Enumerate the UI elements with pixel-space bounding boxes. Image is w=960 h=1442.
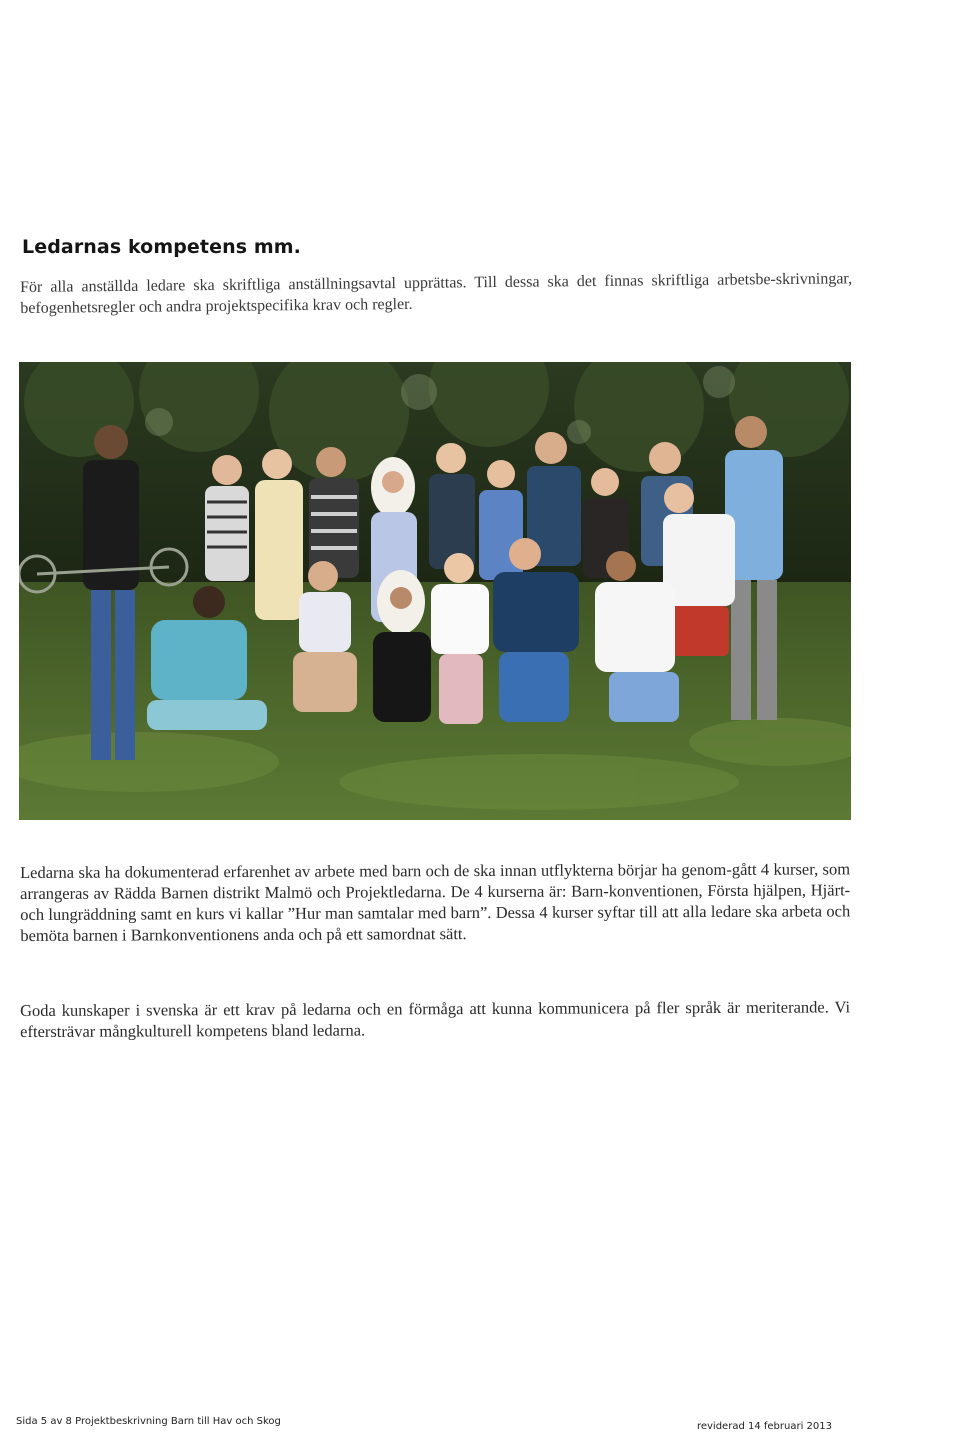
- group-photo: [19, 362, 851, 820]
- language-paragraph: Goda kunskaper i svenska är ett krav på ledarna och en förmåga att kunna kommunicera på fler språk är meriterande. Vi eftersträvar mångkulturell kompetens bland ledarna.: [20, 997, 851, 1041]
- person-figure: [373, 570, 431, 722]
- section-heading: Ledarnas kompetens mm.: [22, 236, 301, 258]
- footer-page-info: Sida 5 av 8 Projektbeskrivning Barn till Hav och Skog: [16, 1416, 281, 1427]
- person-figure: [83, 425, 139, 760]
- footer-revision-date: reviderad 14 februari 2013: [696, 1421, 832, 1432]
- courses-paragraph: Ledarna ska ha dokumenterad erfarenhet av arbete med barn och de ska innan utflykterna börjar ha genom-gått 4 kurser, som arrangeras av Rädda Barnen distrikt Malmö och Projektledarna. De 4 kurserna är: Barn-konventionen, Första hjälpen, Hjärt- och lungräddning samt en kurs vi kallar ”Hur man samtalar med barn”. Dessa 4 kurser syftar till att alla ledare ska arbeta och bemöta barnen i Barnkonventionens anda och på ett samordnat sätt.: [20, 859, 851, 945]
- intro-paragraph: För alla anställda ledare ska skriftliga anställningsavtal upprättas. Till dessa ska det finnas skriftliga arbetsbe-skrivningar, befogenhetsregler och andra projektspecifika krav och regler.: [20, 270, 853, 317]
